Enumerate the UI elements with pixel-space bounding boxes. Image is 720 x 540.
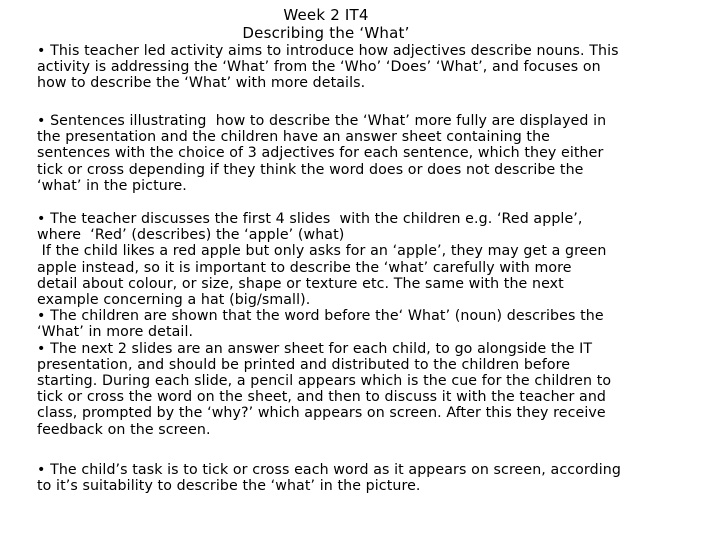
paragraph-line: • The next 2 slides are an answer sheet for each child, to go alongside the IT — [37, 340, 593, 357]
paragraph-line: • The children are shown that the word before the‘ What’ (noun) describes the — [37, 308, 604, 325]
paragraph-line: to it’s suitability to describe the ‘what’ in the picture. — [37, 478, 421, 495]
paragraph-line: class, prompted by the ‘why?’ which appears on screen. After this they receive — [37, 405, 606, 422]
paragraph-line: feedback on the screen. — [37, 421, 211, 438]
paragraph-line: • Sentences illustrating how to describe the ‘What’ more fully are displayed in — [37, 113, 607, 129]
slide-title-line-1: Week 2 IT4 — [283, 6, 369, 24]
paragraph-line: how to describe the ‘What’ with more details. — [37, 75, 366, 92]
paragraph-line: presentation, and should be printed and distributed to the children before — [37, 356, 571, 373]
paragraph-line: activity is addressing the ‘What’ from the ‘Who’ ‘Does’ ‘What’, and focuses on — [37, 59, 601, 76]
paragraph-line: example concerning a hat (big/small). — [37, 292, 311, 309]
paragraph-4 — [37, 462, 682, 494]
paragraph-line: detail about colour, or size, shape or texture etc. The same with the next — [37, 275, 564, 292]
paragraph-line: where ‘Red’ (describes) the ‘apple’ (what) — [37, 227, 345, 244]
paragraph-line: ‘What’ in more detail. — [37, 324, 194, 341]
paragraph-line: starting. During each slide, a pencil appears which is the cue for the children to — [37, 373, 612, 390]
paragraph-2 — [37, 113, 682, 194]
paragraph-line: • This teacher led activity aims to introduce how adjectives describe nouns. This — [37, 43, 619, 59]
paragraph-line: tick or cross depending if they think the word does or does not describe the — [37, 161, 584, 178]
paragraph-line: • The teacher discusses the first 4 slides with the children e.g. ‘Red apple’, — [37, 211, 583, 227]
paragraph-1 — [37, 43, 682, 92]
paragraph-line: the presentation and the children have an answer sheet containing the — [37, 129, 551, 146]
paragraph-line: ‘what’ in the picture. — [37, 177, 187, 194]
paragraph-line: sentences with the choice of 3 adjectives for each sentence, which they either — [37, 145, 604, 162]
paragraph-line: tick or cross the word on the sheet, and then to discuss it with the teacher and — [37, 389, 607, 406]
paragraph-line: apple instead, so it is important to describe the ‘what’ carefully with more — [37, 259, 572, 276]
paragraph-line: • The child’s task is to tick or cross each word as it appears on screen, according — [37, 462, 621, 478]
paragraph-3 — [37, 211, 682, 438]
paragraph-line: If the child likes a red apple but only asks for an ‘apple’, they may get a green — [37, 243, 607, 260]
slide-title-line-2: Describing the ‘What’ — [242, 24, 410, 42]
